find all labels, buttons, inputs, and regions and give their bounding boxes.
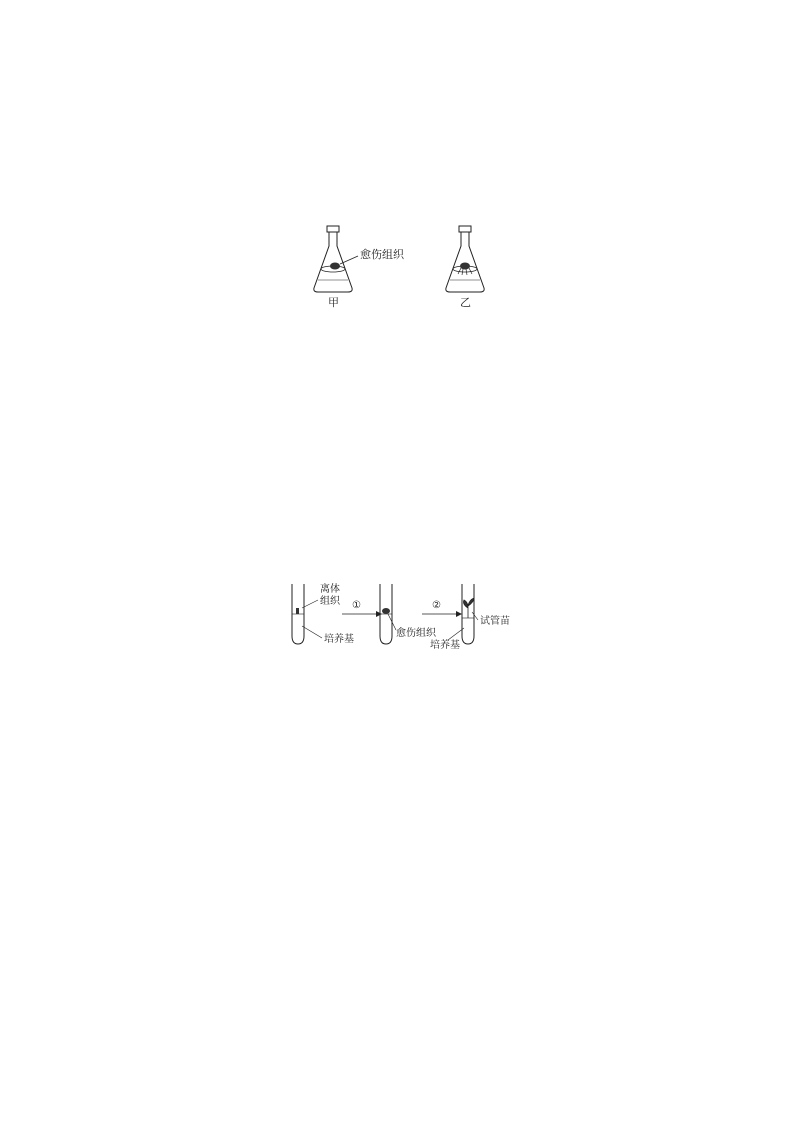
answer-line: [120, 422, 680, 442]
callus-label: 愈伤组织: [360, 248, 404, 261]
answer-line: [120, 772, 680, 792]
test-tube-1-icon: [292, 584, 304, 644]
figure-test-tubes: [280, 578, 540, 654]
flask-jia-label: 甲: [328, 296, 339, 309]
medium-label-1: 培养基: [324, 634, 354, 645]
figure-flasks: [300, 222, 520, 312]
flask-yi-label: 乙: [460, 296, 471, 309]
flask-yi-icon: [446, 226, 484, 292]
explanation-line: [120, 455, 680, 475]
step-1-label: ①: [352, 600, 361, 611]
test-tube-2-icon: [380, 584, 392, 644]
callus-label: 愈伤组织: [396, 628, 436, 639]
explant-label-1: 离体: [320, 584, 340, 595]
flask-jia-icon: [314, 226, 358, 292]
test-tube-3-icon: [462, 584, 474, 644]
explant-label-2: 组织: [320, 596, 340, 607]
explanation-line: [120, 805, 680, 825]
step-2-label: ②: [432, 600, 441, 611]
seedling-label: 试管苗: [480, 616, 510, 627]
medium-label-2: 培养基: [430, 640, 460, 651]
